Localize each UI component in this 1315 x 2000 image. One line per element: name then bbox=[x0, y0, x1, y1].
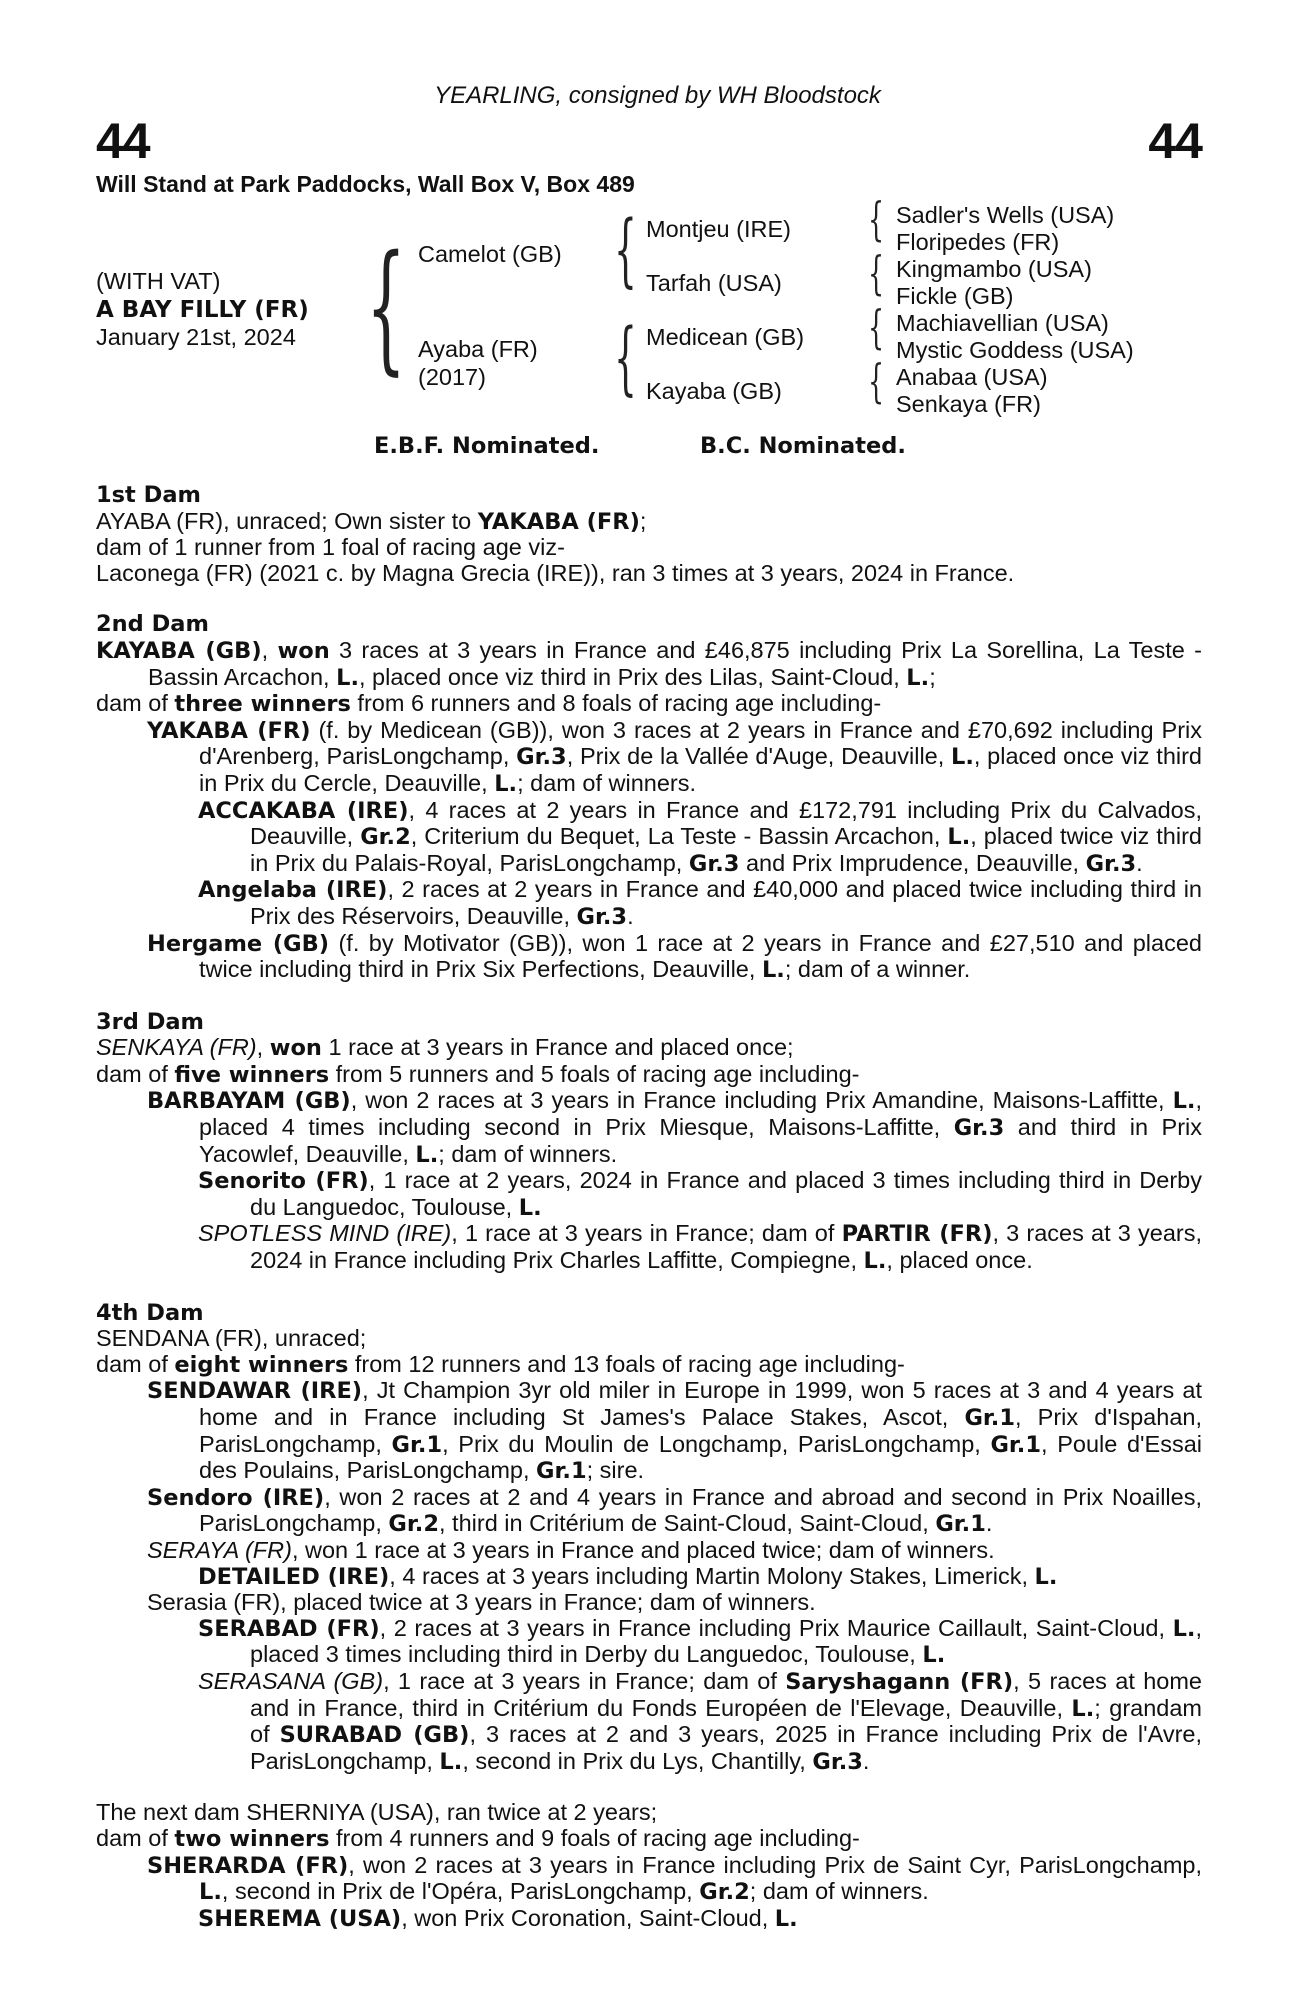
next-dam-line: The next dam SHERNIYA (USA), ran twice at 2 years; bbox=[96, 1799, 658, 1826]
stand-location: Will Stand at Park Paddocks, Wall Box V, Box 489 bbox=[96, 171, 635, 197]
dam1-line3: Laconega (FR) (2021 c. by Magna Grecia (IRE)), ran 3 times at 3 years, 2024 in France. bbox=[96, 559, 1015, 586]
dam1-heading: 1st Dam bbox=[96, 482, 201, 508]
ebf-nominated: E.B.F. Nominated. bbox=[374, 433, 600, 459]
brace-g56: { bbox=[868, 300, 885, 354]
consignment-line: YEARLING, consigned by WH Bloodstock bbox=[434, 82, 881, 109]
next-dam-sherema: SHEREMA (USA), won Prix Coronation, Saint-Cloud, L. bbox=[198, 1904, 798, 1932]
vat-label: (WITH VAT) bbox=[96, 268, 221, 294]
dam2-yakaba: YAKABA (FR) (f. by Medicean (GB)), won 3 races at 2 years in France and £70,692 including Prix d'Arenberg, ParisLongchamp, Gr.3, Prix de la Vallée d'Auge, Deauville, L., placed once viz third in Prix du Cercle, Deauville, L.; dam of winners. bbox=[147, 716, 1203, 797]
subject-name: A BAY FILLY (FR) bbox=[96, 297, 309, 323]
dam3-senorito: Senorito (FR), 1 race at 2 years, 2024 in France and placed 3 times including third in Derby du Languedoc, Toulouse, L. bbox=[198, 1167, 1202, 1221]
dam3-spotless-mind: SPOTLESS MIND (IRE), 1 race at 3 years in France; dam of PARTIR (FR), 3 races at 3 years, 2024 in France including Prix Charles Laffitte, Compiegne, L., placed once. bbox=[198, 1220, 1202, 1275]
brace-g34: { bbox=[868, 246, 885, 300]
dam2-accakaba: ACCAKABA (IRE), 4 races at 2 years in France and £172,791 including Prix du Calvados, Deauville, Gr.2, Criterium du Bequet, La Teste - Bassin Arcachon, L., placed twice viz third in Prix du Palais-Royal, ParisLongchamp, Gr.3 and Prix Imprudence, Deauville, Gr.3. bbox=[198, 796, 1202, 877]
dam4-sendoro: Sendoro (IRE), won 2 races at 2 and 4 years in France and abroad and second in Prix Noailles, ParisLongchamp, Gr.2, third in Critérium de Saint-Cloud, Saint-Cloud, Gr.1. bbox=[147, 1483, 1202, 1538]
brace-g12: { bbox=[868, 192, 885, 246]
g-machiavellian: Machiavellian (USA) bbox=[896, 310, 1109, 336]
bc-nominated: B.C. Nominated. bbox=[700, 433, 906, 459]
dam4-sendana: SENDANA (FR), unraced; bbox=[96, 1325, 367, 1352]
dam1-line1: AYABA (FR), unraced; Own sister to YAKABA (FR); bbox=[96, 507, 647, 535]
dam3-senkaya: SENKAYA (FR), won 1 race at 3 years in France and placed once; bbox=[96, 1034, 794, 1062]
dam1-line2: dam of 1 runner from 1 foal of racing age viz- bbox=[96, 534, 565, 561]
dam2-dam-of: dam of three winners from 6 runners and 8 foals of racing age including- bbox=[96, 690, 882, 718]
next-dam-dam-of: dam of two winners from 4 runners and 9 foals of racing age including- bbox=[96, 1824, 860, 1852]
dam: Ayaba (FR) bbox=[418, 336, 538, 362]
g-anabaa: Anabaa (USA) bbox=[896, 364, 1048, 390]
dam3-dam-of: dam of five winners from 5 runners and 5 foals of racing age including- bbox=[96, 1060, 860, 1088]
dam4-seraya: SERAYA (FR), won 1 race at 3 years in France and placed twice; dam of winners. bbox=[147, 1536, 995, 1563]
g-floripedes: Floripedes (FR) bbox=[896, 229, 1060, 255]
dam-sire: Medicean (GB) bbox=[646, 324, 805, 350]
dam4-sendawar: SENDAWAR (IRE), Jt Champion 3yr old miler in Europe in 1999, won 5 races at 3 and 4 years at home and in France including St James's Palace Stakes, Ascot, Gr.1, Prix d'Ispahan, ParisLongchamp, Gr.1, Prix du Moulin de Longchamp, ParisLongchamp, Gr.1, Poule d'Essai des Poulains, ParisLongchamp, Gr.1; sire. bbox=[147, 1377, 1202, 1485]
g-senkaya: Senkaya (FR) bbox=[896, 391, 1041, 417]
dam4-dam-of: dam of eight winners from 12 runners and 13 foals of racing age including- bbox=[96, 1350, 905, 1378]
next-dam-sherarda: SHERARDA (FR), won 2 races at 3 years in France including Prix de Saint Cyr, ParisLongchamp, L., second in Prix de l'Opéra, ParisLongchamp, Gr.2; dam of winners. bbox=[147, 1851, 1202, 1906]
sire-sire: Montjeu (IRE) bbox=[646, 216, 791, 242]
dam3-heading: 3rd Dam bbox=[96, 1008, 204, 1035]
brace-sire: { bbox=[614, 203, 637, 296]
g-kingmambo: Kingmambo (USA) bbox=[896, 256, 1092, 282]
brace-main: { bbox=[366, 226, 407, 389]
catalogue-body bbox=[96, 482, 1202, 1932]
foaling-date: January 21st, 2024 bbox=[96, 324, 296, 350]
dam3-barbayam: BARBAYAM (GB), won 2 races at 3 years in France including Prix Amandine, Maisons-Laffitte, L., placed 4 times including second in Prix Miesque, Maisons-Laffitte, Gr.3 and third in Prix Yacowlef, Deauville, L.; dam of winners. bbox=[147, 1087, 1202, 1168]
sire: Camelot (GB) bbox=[418, 241, 562, 267]
dam2-kayaba: KAYABA (GB), won 3 races at 3 years in France and £46,875 including Prix La Sorellina, La Teste - Bassin Arcachon, L., placed once viz third in Prix des Lilas, Saint-Cloud, L.; bbox=[96, 636, 1202, 691]
g-fickle: Fickle (GB) bbox=[896, 283, 1014, 309]
g-sadlers-wells: Sadler's Wells (USA) bbox=[896, 202, 1115, 228]
dam4-serasia: Serasia (FR), placed twice at 3 years in France; dam of winners. bbox=[147, 1589, 816, 1616]
dam4-heading: 4th Dam bbox=[96, 1299, 204, 1326]
dam2-heading: 2nd Dam bbox=[96, 611, 209, 638]
dam-dam: Kayaba (GB) bbox=[646, 378, 782, 404]
dam4-serabad: SERABAD (FR), 2 races at 3 years in France including Prix Maurice Caillault, Saint-Cloud, L., placed 3 times including third in Derby du Languedoc, Toulouse, L. bbox=[198, 1614, 1202, 1669]
sire-dam: Tarfah (USA) bbox=[646, 270, 782, 296]
dam2-hergame: Hergame (GB) (f. by Motivator (GB)), won 1 race at 2 years in France and £27,510 and placed twice including third in Prix Six Perfections, Deauville, L.; dam of a winner. bbox=[147, 929, 1202, 984]
brace-dam: { bbox=[614, 311, 637, 404]
dam-year: (2017) bbox=[418, 364, 486, 390]
dam4-serasana: SERASANA (GB), 1 race at 3 years in France; dam of Saryshagann (FR), 5 races at home and in France, third in Critérium du Fonds Européen de l'Elevage, Deauville, L.; grandam of SURABAD (GB), 3 races at 2 and 3 years, 2025 in France including Prix de l'Avre, ParisLongchamp, L., second in Prix du Lys, Chantilly, Gr.3. bbox=[198, 1667, 1202, 1775]
dam2-angelaba: Angelaba (IRE), 2 races at 2 years in France and £40,000 and placed twice including third in Prix des Réservoirs, Deauville, Gr.3. bbox=[198, 876, 1202, 930]
g-mystic-goddess: Mystic Goddess (USA) bbox=[896, 337, 1134, 363]
brace-g78: { bbox=[868, 354, 885, 408]
lot-number-right: 44 bbox=[1148, 113, 1202, 169]
lot-number-left: 44 bbox=[96, 113, 150, 169]
dam4-detailed: DETAILED (IRE), 4 races at 3 years including Martin Molony Stakes, Limerick, L. bbox=[198, 1562, 1058, 1590]
